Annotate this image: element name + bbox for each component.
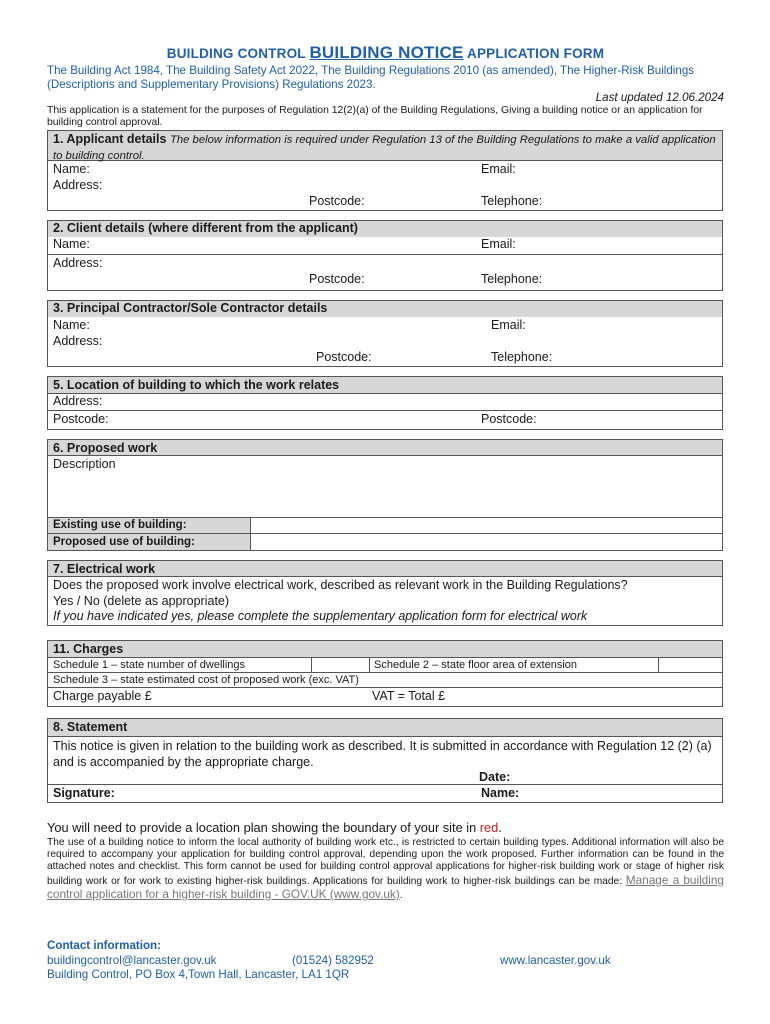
signature-row: [48, 785, 722, 802]
location-postcode-row: [48, 411, 722, 429]
applicant-name-field[interactable]: Name:: [53, 162, 90, 176]
description-row[interactable]: [48, 456, 722, 518]
location-address-row: [48, 394, 722, 411]
location-postcode-field-2[interactable]: Postcode:: [481, 412, 537, 426]
restrictions-notes: [47, 837, 724, 902]
contractor-email-field[interactable]: Email:: [491, 318, 526, 332]
signature-field[interactable]: Signature:: [53, 786, 115, 800]
title-prefix: BUILDING CONTROL: [166, 46, 306, 61]
applicant-fields: [48, 161, 722, 210]
contractor-header: 3. Principal Contractor/Sole Contractor details: [48, 301, 722, 317]
contact-website[interactable]: www.lancaster.gov.uk: [500, 954, 611, 967]
location-plan-notice: [47, 820, 724, 835]
contractor-telephone-field[interactable]: Telephone:: [491, 350, 553, 364]
contractor-address-field[interactable]: Address:: [53, 334, 103, 348]
contractor-postcode-field[interactable]: Postcode:: [316, 350, 372, 364]
contractor-name-field[interactable]: Name:: [53, 318, 90, 332]
electrical-question: Does the proposed work involve electrical work, described as relevant work in the Building Regulations?: [53, 578, 628, 592]
statement-body: [48, 737, 722, 785]
proposed-work-header: 6. Proposed work: [48, 440, 722, 456]
proposed-use-row: [48, 534, 722, 550]
electrical-header: 7. Electrical work: [48, 561, 722, 577]
applicant-note: The below information is required under Regulation 13 of the Building Regulations to make a valid application to building control.: [53, 134, 716, 162]
schedule1-input[interactable]: [311, 658, 370, 672]
existing-use-input[interactable]: [251, 518, 722, 533]
client-name-field[interactable]: Name:: [53, 237, 90, 251]
location-header: 5. Location of building to which the work relates: [48, 377, 722, 394]
contact-address: Building Control, PO Box 4,Town Hall, Lancaster, LA1 1QR: [47, 968, 350, 981]
applicant-header: [48, 131, 722, 161]
intro-statement: This application is a statement for the purposes of Regulation 12(2)(a) of the Building Regulations, Giving a building notice or an application for building control approval.: [47, 105, 703, 128]
location-postcode-field[interactable]: Postcode:: [53, 412, 109, 426]
schedule2-label: Schedule 2 – state floor area of extension: [374, 659, 578, 671]
existing-use-label: Existing use of building:: [48, 518, 251, 533]
charges-section: [47, 640, 723, 707]
client-email-field[interactable]: Email:: [481, 237, 516, 251]
contact-phone: (01524) 582952: [292, 954, 374, 967]
electrical-yes-no[interactable]: Yes / No (delete as appropriate): [53, 593, 230, 608]
applicant-section: [47, 130, 723, 211]
client-fields: [48, 255, 722, 290]
restrictions-text: The use of a building notice to inform the local authority of building work etc., is restricted to certain building types. Additional information will also be required to accompany your application for building control approval, depending upon the work proposed. Further information can be found in the attached notes and checklist. This form cannot be used for building control approval applications for higher-risk building work or stage of higher risk building work or for work to existing higher-risk buildings. Applications for building work to higher-risk buildings can be made:: [47, 837, 724, 887]
location-address-field[interactable]: Address:: [53, 394, 103, 408]
last-updated: Last updated 12.06.2024: [595, 91, 724, 104]
applicant-postcode-field[interactable]: Postcode:: [309, 194, 365, 208]
applicant-address-field[interactable]: Address:: [53, 178, 103, 192]
title-main: BUILDING NOTICE: [309, 43, 464, 62]
schedule2-input[interactable]: [658, 658, 722, 672]
applicant-heading: 1. Applicant details: [53, 132, 167, 146]
client-address-field[interactable]: Address:: [53, 256, 103, 270]
applicant-telephone-field[interactable]: Telephone:: [481, 194, 543, 208]
statement-header: 8. Statement: [48, 719, 722, 737]
client-postcode-field[interactable]: Postcode:: [309, 272, 365, 286]
date-field[interactable]: Date:: [479, 770, 511, 784]
charges-schedule-row: [48, 658, 722, 673]
location-section: [47, 376, 723, 430]
electrical-note: If you have indicated yes, please complete the supplementary application form for electrical work: [53, 609, 588, 623]
schedule1-label: Schedule 1 – state number of dwellings: [53, 659, 246, 671]
contractor-section: [47, 300, 723, 367]
electrical-section: [47, 560, 723, 626]
schedule3-label: Schedule 3 – state estimated cost of proposed work (exc. VAT): [53, 674, 359, 686]
charges-header: 11. Charges: [48, 641, 722, 658]
client-name-row: [48, 237, 722, 255]
contractor-fields: [48, 317, 722, 366]
vat-total-field[interactable]: VAT = Total £: [372, 689, 446, 703]
location-plan-end: .: [498, 820, 502, 835]
existing-use-row: [48, 518, 722, 534]
client-section: [47, 220, 723, 291]
location-plan-red: red: [479, 820, 499, 835]
client-telephone-field[interactable]: Telephone:: [481, 272, 543, 286]
proposed-use-input[interactable]: [251, 534, 722, 550]
electrical-body: [48, 577, 722, 626]
charge-payable-field[interactable]: Charge payable £: [53, 689, 152, 703]
schedule3-row[interactable]: [48, 673, 722, 688]
contact-heading: Contact information:: [47, 939, 161, 952]
client-header: 2. Client details (where different from the applicant): [48, 221, 722, 237]
statement-section: [47, 718, 723, 803]
statement-text: This notice is given in relation to the building work as described. It is submitted in accordance with Regulation 12 (2) (a) and is accompanied by the appropriate charge.: [53, 739, 712, 769]
title-suffix: APPLICATION FORM: [467, 46, 605, 61]
applicant-email-field[interactable]: Email:: [481, 162, 516, 176]
location-plan-text: You will need to provide a location plan showing the boundary of your site in: [47, 820, 477, 835]
contact-email[interactable]: buildingcontrol@lancaster.gov.uk: [47, 954, 217, 967]
description-label: Description: [53, 457, 116, 471]
higher-risk-link[interactable]: Manage a building control application for a higher-risk building - GOV.UK (www.gov.uk): [47, 872, 724, 901]
name-field[interactable]: Name:: [481, 786, 520, 800]
link-end: .: [399, 889, 403, 901]
proposed-use-label: Proposed use of building:: [48, 534, 251, 550]
legislation-list: The Building Act 1984, The Building Safety Act 2022, The Building Regulations 2010 (as amended), The Higher-Risk Buildings (Descriptions and Supplementary Provisions) Regulations 2023.: [47, 64, 695, 91]
proposed-work-section: [47, 439, 723, 551]
charge-payable-row: [48, 688, 722, 706]
form-title: [47, 43, 724, 63]
